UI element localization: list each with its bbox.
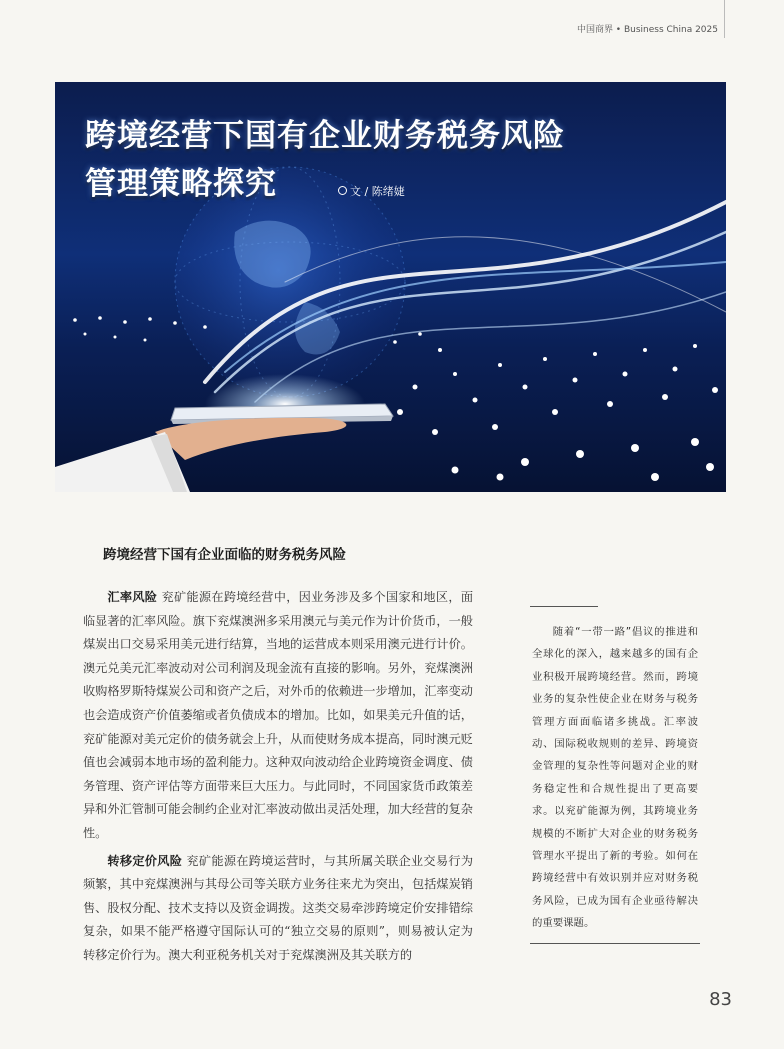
header-rule: [724, 0, 725, 38]
paragraph-lead: 汇率风险: [107, 590, 158, 604]
article-title-line-1: 跨境经营下国有企业财务税务风险: [85, 118, 565, 154]
article-body: [83, 586, 473, 968]
paragraph-text: 兖矿能源在跨境运营时，与其所属关联企业交易行为频繁，其中兖煤澳洲与其母公司等关联方业务往来尤为突出，包括煤炭销售、股权分配、技术支持以及资金调拨。这类交易牵涉跨境定价安排错综复杂，如果不能严格遵守国际认可的“独立交易的原则”，则易被认定为转移定价行为。澳大利亚税务机关对于兖煤澳洲及其关联方的: [83, 853, 474, 962]
byline-text: 文 ∕ 陈绪婕: [350, 185, 405, 198]
article-title-line-2: 管理策略探究: [85, 166, 277, 202]
pull-quote-top-rule: [530, 606, 598, 607]
pull-quote-bottom-rule: [530, 943, 700, 944]
paragraph-text: 兖矿能源在跨境经营中，因业务涉及多个国家和地区，面临显著的汇率风险。旗下兖煤澳洲多采用澳元与美元作为计价货币，一般煤炭出口交易采用美元进行结算，当地的运营成本则采用澳元进行计价。澳元兑美元汇率波动对公司利润及现金流有直接的影响。另外，兖煤澳洲收购格罗斯特煤炭公司和资产之后，对外币的依赖进一步增加，汇率变动也会造成资产价值萎缩或者负债成本的增加。比如，如果美元升值的话，兖矿能源对美元定价的债务就会上升，从而使财务成本提高，同时澳元贬值也会减弱本地市场的盈利能力。这种双向波动给企业跨境资金调度、债务管理、资产评估等方面带来巨大压力。与此同时，不同国家货币政策差异和外汇管制可能会制约企业对汇率波动做出灵活处理，加大经营的复杂性。: [83, 590, 474, 840]
pull-quote: [530, 606, 700, 944]
pull-quote-text: 随着“一带一路”倡议的推进和全球化的深入，越来越多的国有企业积极开展跨境经营。然而，跨境业务的复杂性使企业在财务与税务管理方面面临诸多挑战。汇率波动、国际税收规则的差异、跨境资金管理的复杂性等问题对企业的财务稳定性和合规性提出了更高要求。以兖矿能源为例，其跨境业务规模的不断扩大对企业的财务税务管理水平提出了新的考验。如何在跨境经营中有效识别并应对财务税务风险，已成为国有企业亟待解决的重要课题。: [532, 626, 698, 930]
section-heading: 跨境经营下国有企业面临的财务税务风险: [103, 547, 346, 563]
paragraph-exchange-rate-risk: [83, 586, 473, 846]
hero-banner: [55, 82, 726, 492]
paragraph-transfer-pricing-risk: [83, 850, 473, 968]
hand-illustration: [55, 418, 346, 492]
running-head: 中国商界 • Business China 2025: [576, 25, 718, 35]
paragraph-lead: 转移定价风险: [107, 853, 183, 868]
byline: [338, 183, 405, 199]
page-number: 83: [709, 989, 732, 1010]
byline-circle-icon: [338, 186, 347, 195]
article-title: [85, 112, 565, 208]
